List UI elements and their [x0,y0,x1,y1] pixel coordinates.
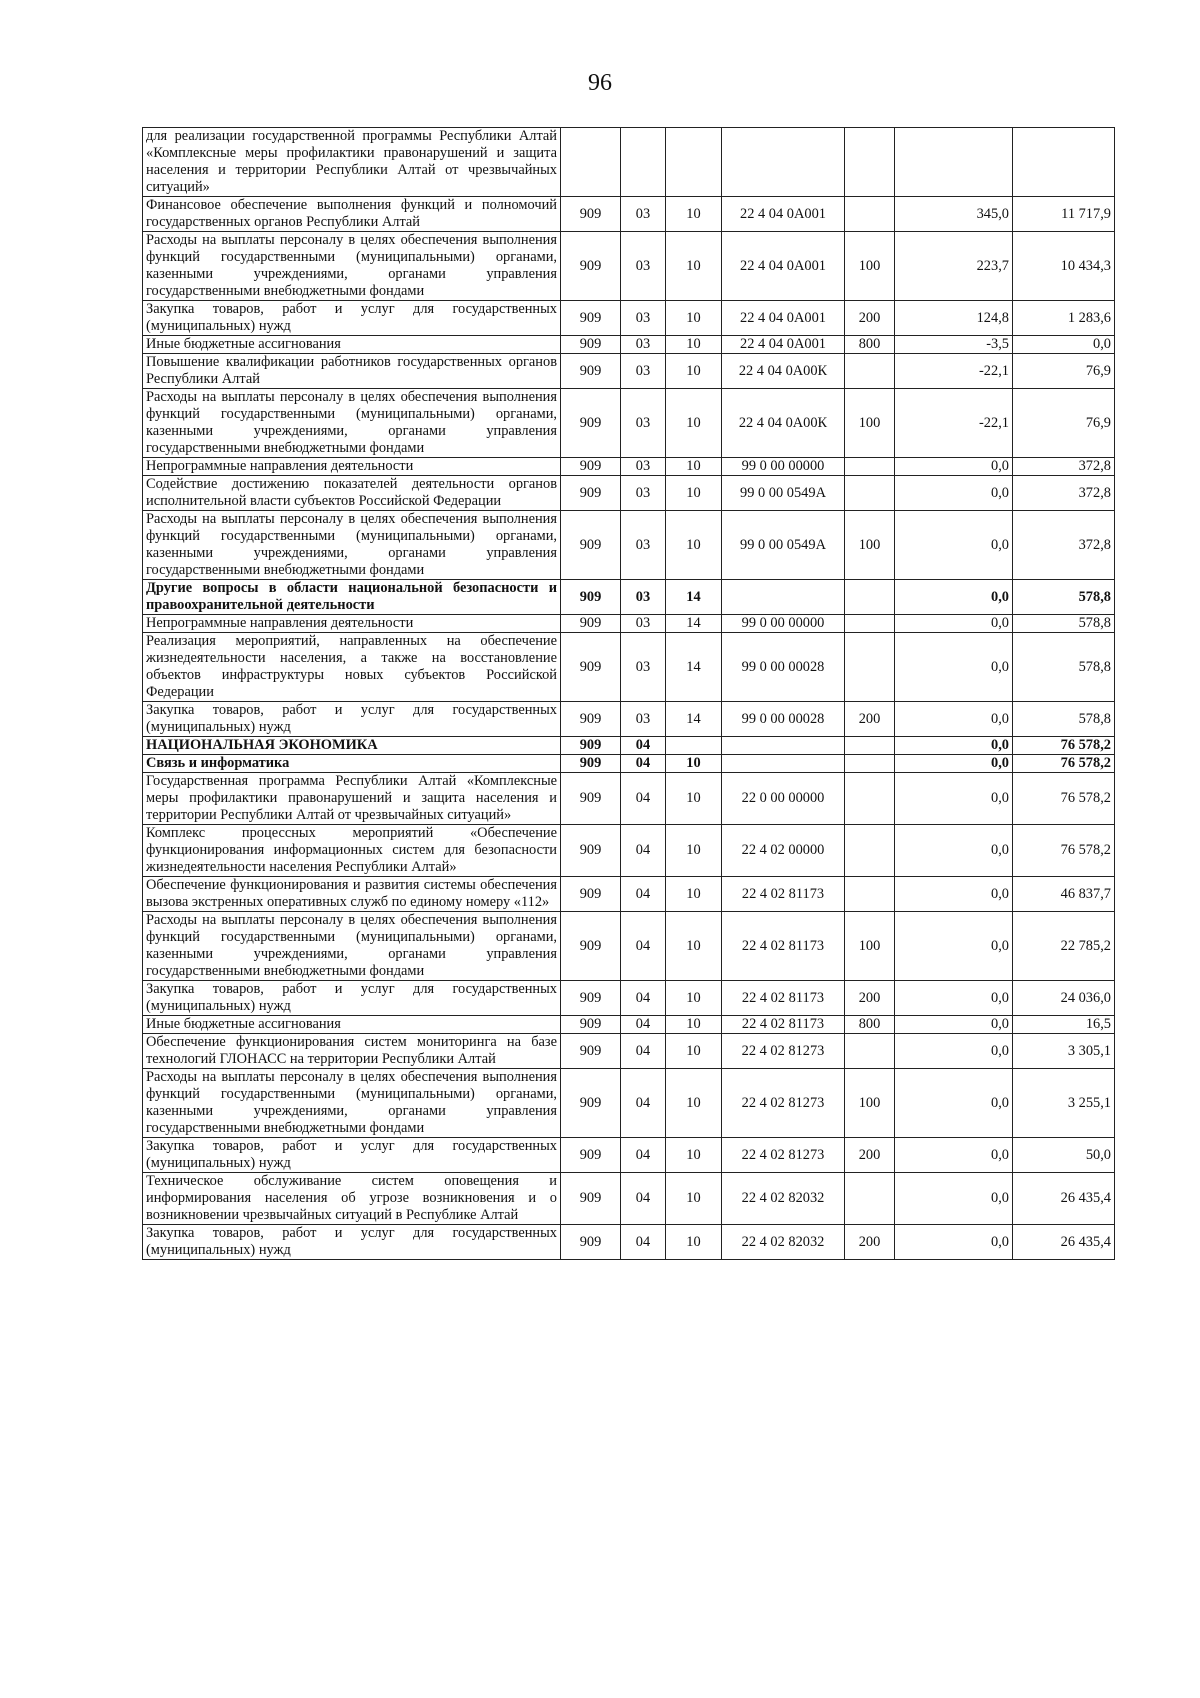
row-subsection-code [666,737,722,755]
table-row [143,354,1115,389]
row-section-code: 04 [621,981,666,1016]
table-row [143,773,1115,825]
row-section-code: 03 [621,458,666,476]
row-amount-change: 0,0 [895,1034,1013,1069]
row-subsection-code: 10 [666,301,722,336]
row-target-article-code [722,580,845,615]
row-amount-total [1013,128,1115,197]
row-expense-type-code [845,737,895,755]
table-row [143,755,1115,773]
row-section-code: 03 [621,232,666,301]
row-name: Иные бюджетные ассигнования [143,336,561,354]
row-name: Иные бюджетные ассигнования [143,1016,561,1034]
row-subsection-code [666,128,722,197]
row-subsection-code: 10 [666,389,722,458]
row-section-code: 04 [621,1034,666,1069]
row-expense-type-code [845,755,895,773]
row-subsection-code: 14 [666,615,722,633]
row-section-code: 03 [621,580,666,615]
row-name: Непрограммные направления деятельности [143,458,561,476]
row-amount-total: 16,5 [1013,1016,1115,1034]
table-row [143,633,1115,702]
table-row [143,1173,1115,1225]
row-section-code: 03 [621,476,666,511]
row-expense-type-code: 100 [845,232,895,301]
row-target-article-code: 22 4 02 81273 [722,1034,845,1069]
row-amount-change: 0,0 [895,912,1013,981]
row-amount-total: 76 578,2 [1013,825,1115,877]
row-amount-total: 24 036,0 [1013,981,1115,1016]
row-amount-change: 0,0 [895,1069,1013,1138]
row-name: Другие вопросы в области национальной безопасности и правоохранительной деятельности [143,580,561,615]
row-expense-type-code: 200 [845,981,895,1016]
row-ministry-code: 909 [561,511,621,580]
row-amount-change: 0,0 [895,825,1013,877]
row-target-article-code: 22 0 00 00000 [722,773,845,825]
row-target-article-code: 22 4 04 0А001 [722,301,845,336]
row-expense-type-code [845,877,895,912]
table-row [143,1138,1115,1173]
row-subsection-code: 14 [666,580,722,615]
row-name: Комплекс процессных мероприятий «Обеспечение функционирования информационных систем для безопасности жизнедеятельности населения Республики Алтай» [143,825,561,877]
row-target-article-code: 22 4 02 81173 [722,912,845,981]
row-amount-change: 0,0 [895,458,1013,476]
row-subsection-code: 10 [666,825,722,877]
row-expense-type-code [845,615,895,633]
row-ministry-code: 909 [561,1173,621,1225]
row-amount-total: 76 578,2 [1013,773,1115,825]
row-ministry-code: 909 [561,912,621,981]
row-section-code: 04 [621,1069,666,1138]
row-amount-change: 0,0 [895,476,1013,511]
row-name: Закупка товаров, работ и услуг для государственных (муниципальных) нужд [143,702,561,737]
row-section-code: 04 [621,912,666,981]
table-row [143,1225,1115,1260]
row-section-code: 03 [621,511,666,580]
row-expense-type-code: 100 [845,511,895,580]
row-target-article-code: 22 4 02 00000 [722,825,845,877]
row-subsection-code: 10 [666,336,722,354]
row-amount-total: 76,9 [1013,389,1115,458]
row-ministry-code: 909 [561,232,621,301]
row-amount-change: 0,0 [895,981,1013,1016]
row-target-article-code: 22 4 04 0А001 [722,336,845,354]
row-ministry-code: 909 [561,702,621,737]
row-section-code: 04 [621,1016,666,1034]
row-section-code: 03 [621,389,666,458]
row-target-article-code [722,755,845,773]
row-expense-type-code: 100 [845,1069,895,1138]
row-subsection-code: 14 [666,633,722,702]
row-amount-total: 3 305,1 [1013,1034,1115,1069]
row-name: Расходы на выплаты персоналу в целях обеспечения выполнения функций государственными (муниципальными) органами, казенными учреждениями, органами управления государственными внебюджетными фондами [143,1069,561,1138]
row-amount-change: 0,0 [895,511,1013,580]
row-amount-total: 578,8 [1013,580,1115,615]
row-amount-change: 0,0 [895,755,1013,773]
row-amount-change: -22,1 [895,389,1013,458]
budget-table-body [143,128,1115,1260]
row-target-article-code [722,128,845,197]
row-name: Техническое обслуживание систем оповещения и информирования населения об угрозе возникновения и о возникновении чрезвычайных ситуаций в Республике Алтай [143,1173,561,1225]
row-name: Расходы на выплаты персоналу в целях обеспечения выполнения функций государственными (муниципальными) органами, казенными учреждениями, органами управления государственными внебюджетными фондами [143,912,561,981]
row-ministry-code: 909 [561,197,621,232]
row-subsection-code: 10 [666,232,722,301]
row-ministry-code [561,128,621,197]
row-amount-change: 0,0 [895,1225,1013,1260]
row-subsection-code: 10 [666,1034,722,1069]
table-row [143,1016,1115,1034]
row-target-article-code: 22 4 04 0А001 [722,197,845,232]
row-target-article-code: 22 4 02 81173 [722,981,845,1016]
row-section-code: 03 [621,702,666,737]
row-section-code: 03 [621,633,666,702]
row-name: Закупка товаров, работ и услуг для государственных (муниципальных) нужд [143,301,561,336]
table-row [143,1069,1115,1138]
row-expense-type-code [845,633,895,702]
row-amount-total: 578,8 [1013,615,1115,633]
row-name: Обеспечение функционирования систем мониторинга на базе технологий ГЛОНАСС на территории Республики Алтай [143,1034,561,1069]
row-amount-total: 22 785,2 [1013,912,1115,981]
row-ministry-code: 909 [561,301,621,336]
row-target-article-code: 99 0 00 00000 [722,458,845,476]
row-ministry-code: 909 [561,336,621,354]
row-amount-change [895,128,1013,197]
table-row [143,825,1115,877]
row-subsection-code: 10 [666,773,722,825]
row-section-code: 04 [621,773,666,825]
row-amount-total: 372,8 [1013,476,1115,511]
table-row [143,511,1115,580]
row-ministry-code: 909 [561,615,621,633]
row-subsection-code: 10 [666,912,722,981]
row-amount-total: 50,0 [1013,1138,1115,1173]
row-ministry-code: 909 [561,1034,621,1069]
row-expense-type-code: 800 [845,1016,895,1034]
row-subsection-code: 10 [666,458,722,476]
row-expense-type-code [845,458,895,476]
row-amount-change: 0,0 [895,1173,1013,1225]
table-row [143,336,1115,354]
page-number: 96 [588,70,612,96]
row-expense-type-code [845,773,895,825]
row-target-article-code: 22 4 02 81173 [722,877,845,912]
row-subsection-code: 10 [666,1225,722,1260]
row-subsection-code: 10 [666,197,722,232]
row-name: Непрограммные направления деятельности [143,615,561,633]
row-amount-change: 0,0 [895,580,1013,615]
row-target-article-code: 99 0 00 00028 [722,702,845,737]
row-amount-change: 0,0 [895,702,1013,737]
table-row [143,458,1115,476]
row-section-code: 03 [621,354,666,389]
table-row [143,232,1115,301]
row-target-article-code: 99 0 00 00028 [722,633,845,702]
row-expense-type-code: 200 [845,1225,895,1260]
row-amount-total: 3 255,1 [1013,1069,1115,1138]
table-row [143,580,1115,615]
row-amount-change: -22,1 [895,354,1013,389]
budget-table [142,127,1115,1260]
table-row [143,912,1115,981]
row-subsection-code: 10 [666,1069,722,1138]
row-expense-type-code: 200 [845,702,895,737]
row-section-code: 03 [621,615,666,633]
row-name: Государственная программа Республики Алтай «Комплексные меры профилактики правонарушений и защита населения и территории Республики Алтай от чрезвычайных ситуаций» [143,773,561,825]
row-amount-total: 578,8 [1013,633,1115,702]
row-name: Реализация мероприятий, направленных на обеспечение жизнедеятельности населения, а также на восстановление объектов инфраструктуры новых субъектов Российской Федерации [143,633,561,702]
row-amount-change: 0,0 [895,877,1013,912]
row-ministry-code: 909 [561,1016,621,1034]
table-row [143,197,1115,232]
row-expense-type-code: 100 [845,389,895,458]
row-amount-total: 10 434,3 [1013,232,1115,301]
row-section-code [621,128,666,197]
row-amount-change: 0,0 [895,737,1013,755]
row-name: Расходы на выплаты персоналу в целях обеспечения выполнения функций государственными (муниципальными) органами, казенными учреждениями, органами управления государственными внебюджетными фондами [143,511,561,580]
row-amount-total: 26 435,4 [1013,1173,1115,1225]
row-amount-total: 76 578,2 [1013,755,1115,773]
table-row [143,981,1115,1016]
row-subsection-code: 14 [666,702,722,737]
row-subsection-code: 10 [666,354,722,389]
row-amount-change: 0,0 [895,773,1013,825]
row-amount-change: -3,5 [895,336,1013,354]
row-ministry-code: 909 [561,580,621,615]
row-subsection-code: 10 [666,981,722,1016]
row-name: Связь и информатика [143,755,561,773]
table-row [143,1034,1115,1069]
row-expense-type-code [845,354,895,389]
row-amount-total: 1 283,6 [1013,301,1115,336]
row-name: Повышение квалификации работников государственных органов Республики Алтай [143,354,561,389]
row-subsection-code: 10 [666,1173,722,1225]
row-amount-total: 11 717,9 [1013,197,1115,232]
row-section-code: 04 [621,877,666,912]
row-target-article-code: 22 4 04 0А00К [722,389,845,458]
table-row [143,389,1115,458]
row-name: НАЦИОНАЛЬНАЯ ЭКОНОМИКА [143,737,561,755]
row-name: Закупка товаров, работ и услуг для государственных (муниципальных) нужд [143,1138,561,1173]
row-ministry-code: 909 [561,1138,621,1173]
row-section-code: 04 [621,737,666,755]
row-target-article-code: 99 0 00 00000 [722,615,845,633]
table-row [143,877,1115,912]
row-name: Расходы на выплаты персоналу в целях обеспечения выполнения функций государственными (муниципальными) органами, казенными учреждениями, органами управления государственными внебюджетными фондами [143,389,561,458]
row-ministry-code: 909 [561,458,621,476]
row-expense-type-code [845,197,895,232]
row-amount-total: 46 837,7 [1013,877,1115,912]
row-amount-total: 26 435,4 [1013,1225,1115,1260]
row-amount-total: 578,8 [1013,702,1115,737]
row-name: Обеспечение функционирования и развития системы обеспечения вызова экстренных оперативных служб по единому номеру «112» [143,877,561,912]
row-subsection-code: 10 [666,1138,722,1173]
row-ministry-code: 909 [561,773,621,825]
row-amount-change: 0,0 [895,633,1013,702]
row-amount-change: 0,0 [895,1138,1013,1173]
row-target-article-code: 22 4 02 82032 [722,1225,845,1260]
row-target-article-code: 22 4 04 0А001 [722,232,845,301]
row-target-article-code: 99 0 00 0549А [722,476,845,511]
row-section-code: 03 [621,301,666,336]
row-name: для реализации государственной программы Республики Алтай «Комплексные меры профилактики правонарушений и защита населения и территории Республики Алтай от чрезвычайных ситуаций» [143,128,561,197]
row-target-article-code: 22 4 02 81273 [722,1069,845,1138]
row-section-code: 04 [621,755,666,773]
row-subsection-code: 10 [666,476,722,511]
row-amount-change: 223,7 [895,232,1013,301]
row-expense-type-code [845,128,895,197]
row-amount-total: 372,8 [1013,458,1115,476]
table-row [143,615,1115,633]
table-row [143,702,1115,737]
row-subsection-code: 10 [666,511,722,580]
table-row [143,301,1115,336]
row-target-article-code: 22 4 04 0А00К [722,354,845,389]
table-row [143,476,1115,511]
row-name: Финансовое обеспечение выполнения функций и полномочий государственных органов Республики Алтай [143,197,561,232]
row-target-article-code [722,737,845,755]
row-target-article-code: 22 4 02 81273 [722,1138,845,1173]
row-name: Закупка товаров, работ и услуг для государственных (муниципальных) нужд [143,1225,561,1260]
row-ministry-code: 909 [561,755,621,773]
row-ministry-code: 909 [561,1225,621,1260]
row-ministry-code: 909 [561,1069,621,1138]
row-amount-total: 372,8 [1013,511,1115,580]
row-target-article-code: 22 4 02 81173 [722,1016,845,1034]
row-ministry-code: 909 [561,476,621,511]
row-expense-type-code: 200 [845,301,895,336]
row-expense-type-code [845,1034,895,1069]
row-section-code: 03 [621,336,666,354]
row-subsection-code: 10 [666,1016,722,1034]
row-subsection-code: 10 [666,877,722,912]
row-name: Содействие достижению показателей деятельности органов исполнительной власти субъектов Российской Федерации [143,476,561,511]
row-section-code: 04 [621,1173,666,1225]
table-row [143,737,1115,755]
row-amount-total: 0,0 [1013,336,1115,354]
row-expense-type-code: 100 [845,912,895,981]
row-name: Расходы на выплаты персоналу в целях обеспечения выполнения функций государственными (муниципальными) органами, казенными учреждениями, органами управления государственными внебюджетными фондами [143,232,561,301]
row-section-code: 04 [621,1225,666,1260]
row-ministry-code: 909 [561,737,621,755]
row-ministry-code: 909 [561,981,621,1016]
row-ministry-code: 909 [561,825,621,877]
row-target-article-code: 22 4 02 82032 [722,1173,845,1225]
row-subsection-code: 10 [666,755,722,773]
row-amount-change: 345,0 [895,197,1013,232]
row-name: Закупка товаров, работ и услуг для государственных (муниципальных) нужд [143,981,561,1016]
row-amount-total: 76 578,2 [1013,737,1115,755]
row-expense-type-code: 800 [845,336,895,354]
row-ministry-code: 909 [561,633,621,702]
row-ministry-code: 909 [561,389,621,458]
row-ministry-code: 909 [561,877,621,912]
row-amount-change: 124,8 [895,301,1013,336]
row-expense-type-code [845,580,895,615]
table-row [143,128,1115,197]
row-expense-type-code: 200 [845,1138,895,1173]
row-expense-type-code [845,825,895,877]
row-ministry-code: 909 [561,354,621,389]
row-section-code: 04 [621,1138,666,1173]
row-amount-change: 0,0 [895,615,1013,633]
row-section-code: 04 [621,825,666,877]
row-expense-type-code [845,1173,895,1225]
row-expense-type-code [845,476,895,511]
row-amount-change: 0,0 [895,1016,1013,1034]
row-target-article-code: 99 0 00 0549А [722,511,845,580]
row-amount-total: 76,9 [1013,354,1115,389]
row-section-code: 03 [621,197,666,232]
